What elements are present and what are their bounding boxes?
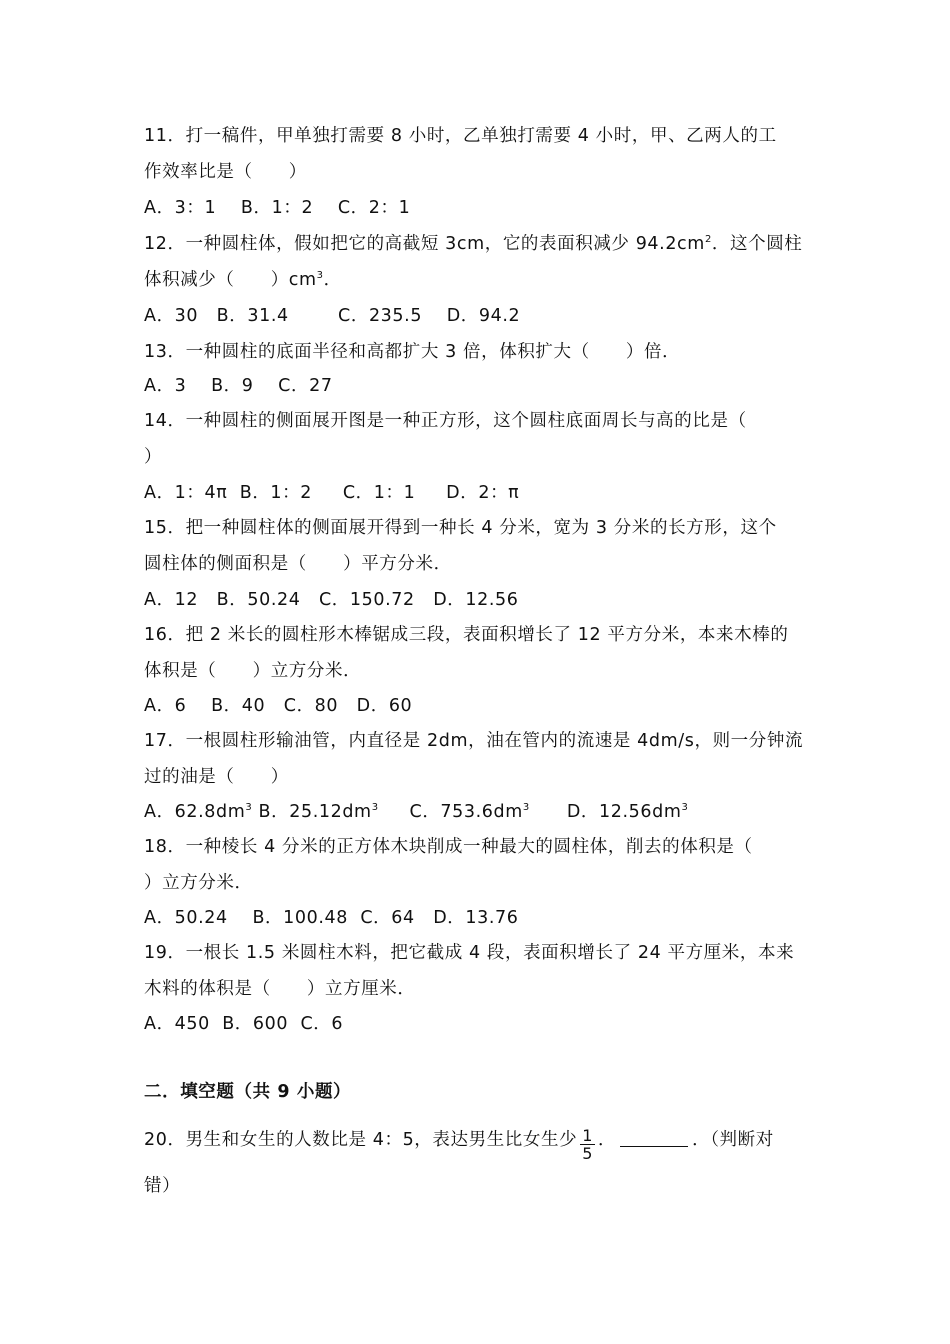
q18-option-d: D．13.76 xyxy=(433,908,519,928)
q17-option-a-text: A．62.8dm xyxy=(144,802,246,822)
q20-line1 xyxy=(144,1127,774,1162)
q15-option-c: C．150.72 xyxy=(318,590,415,610)
q11-options xyxy=(144,196,410,220)
q12-options xyxy=(144,304,520,328)
q12-line1-tail: ．这个圆柱 xyxy=(711,234,803,254)
fraction-numerator: 1 xyxy=(582,1126,593,1145)
q20-line2: 错） xyxy=(144,1176,181,1196)
q16-option-b: B．40 xyxy=(211,696,266,716)
q17-options xyxy=(144,800,688,824)
q17-line1: 17．一根圆柱形输油管，内直径是 2dm，油在管内的流速是 4dm/s，则一分钟流 xyxy=(144,731,804,751)
q11-line1: 11．打一稿件，甲单独打需要 8 小时，乙单独打需要 4 小时，甲、乙两人的工 xyxy=(144,126,777,146)
q12-line1-text: 12．一种圆柱体，假如把它的高截短 3cm，它的表面积减少 94.2cm xyxy=(144,234,705,254)
q17-option-c xyxy=(410,800,530,824)
q18-option-b: B．100.48 xyxy=(252,908,348,928)
q18-option-a: A．50.24 xyxy=(144,908,228,928)
q12-line2-superscript: 3 xyxy=(316,270,324,281)
q16-options xyxy=(144,694,412,718)
q12-option-c: C．235.5 xyxy=(338,306,423,326)
q16-option-a: A．6 xyxy=(144,696,187,716)
q16-option-d: D．60 xyxy=(356,696,413,716)
q13-line1: 13．一种圆柱的底面半径和高都扩大 3 倍，体积扩大（ ）倍． xyxy=(144,342,681,362)
q14-options xyxy=(144,481,519,505)
q11-option-c: C．2：1 xyxy=(337,198,411,218)
q14-option-a: A．1：4π xyxy=(144,483,228,503)
q19-option-a: A．450 xyxy=(144,1014,210,1034)
q17-option-b xyxy=(259,800,379,824)
q17-option-b-text: B．25.12dm xyxy=(258,802,372,822)
answer-blank[interactable] xyxy=(620,1128,688,1147)
q12-line2 xyxy=(144,268,342,292)
q19-line2: 木料的体积是（ ）立方厘米． xyxy=(144,979,416,999)
q16-line1: 16．把 2 米长的圆柱形木棒锯成三段，表面积增长了 12 平方分米，本来木棒的 xyxy=(144,625,789,645)
q17-option-c-superscript: 3 xyxy=(522,802,530,813)
q12-option-d: D．94.2 xyxy=(446,306,521,326)
q15-option-d: D．12.56 xyxy=(433,590,519,610)
q12-option-b: B．31.4 xyxy=(216,306,289,326)
q11-option-b: B．1：2 xyxy=(240,198,314,218)
section-title: 二．填空题（共 9 小题） xyxy=(144,1082,352,1102)
q19-line1: 19．一根长 1.5 米圆柱木料，把它截成 4 段，表面积增长了 24 平方厘米，本来 xyxy=(144,943,795,963)
q16-option-c: C．80 xyxy=(283,696,339,716)
q14-line1: 14．一种圆柱的侧面展开图是一种正方形，这个圆柱底面周长与高的比是（ xyxy=(144,411,747,431)
q14-line2: ） xyxy=(144,447,163,467)
q17-option-a xyxy=(144,800,252,824)
q20-line1-period: ． xyxy=(597,1130,617,1150)
q15-option-b: B．50.24 xyxy=(216,590,301,610)
fraction xyxy=(580,1127,595,1162)
q13-options xyxy=(144,374,333,398)
q12-line2-tail: ． xyxy=(323,270,342,290)
q12-line2-text: 体积减少（ ）cm xyxy=(144,270,317,290)
q11-option-a: A．3：1 xyxy=(144,198,217,218)
q20-line1-tail: ．（判断对 xyxy=(692,1130,774,1150)
q18-options xyxy=(144,906,518,930)
q18-line1: 18．一种棱长 4 分米的正方体木块削成一种最大的圆柱体，削去的体积是（ xyxy=(144,837,753,857)
q13-option-c: C．27 xyxy=(278,376,333,396)
q12-line1-superscript: 2 xyxy=(704,234,712,245)
q19-option-c: C．6 xyxy=(300,1014,344,1034)
q15-line1: 15．把一种圆柱体的侧面展开得到一种长 4 分米，宽为 3 分米的长方形，这个 xyxy=(144,518,777,538)
q18-line2: ）立方分米． xyxy=(144,873,253,893)
q17-option-d xyxy=(567,800,689,824)
q13-option-a: A．3 xyxy=(144,376,187,396)
fraction-denominator: 5 xyxy=(582,1144,593,1163)
q17-option-c-text: C．753.6dm xyxy=(409,802,523,822)
q19-options xyxy=(144,1012,343,1036)
q19-option-b: B．600 xyxy=(222,1014,289,1034)
q18-option-c: C．64 xyxy=(360,908,415,928)
q15-option-a: A．12 xyxy=(144,590,199,610)
q20-line1-text: 20．男生和女生的人数比是 4：5，表达男生比女生少 xyxy=(144,1130,578,1150)
q17-option-b-superscript: 3 xyxy=(371,802,379,813)
q12-line1 xyxy=(144,232,802,256)
q11-line2: 作效率比是（ ） xyxy=(144,162,307,182)
q13-option-b: B．9 xyxy=(211,376,254,396)
q17-option-d-superscript: 3 xyxy=(681,802,689,813)
q14-option-d: D．2：π xyxy=(446,483,520,503)
q17-option-a-superscript: 3 xyxy=(245,802,253,813)
q16-line2: 体积是（ ）立方分米． xyxy=(144,661,362,681)
q14-option-c: C．1：1 xyxy=(342,483,416,503)
q17-option-d-text: D．12.56dm xyxy=(566,802,682,822)
q17-line2: 过的油是（ ） xyxy=(144,767,289,787)
q12-option-a: A．30 xyxy=(144,306,199,326)
q14-option-b: B．1：2 xyxy=(239,483,312,503)
q15-line2: 圆柱体的侧面积是（ ）平方分米． xyxy=(144,554,452,574)
q15-options xyxy=(144,588,519,612)
